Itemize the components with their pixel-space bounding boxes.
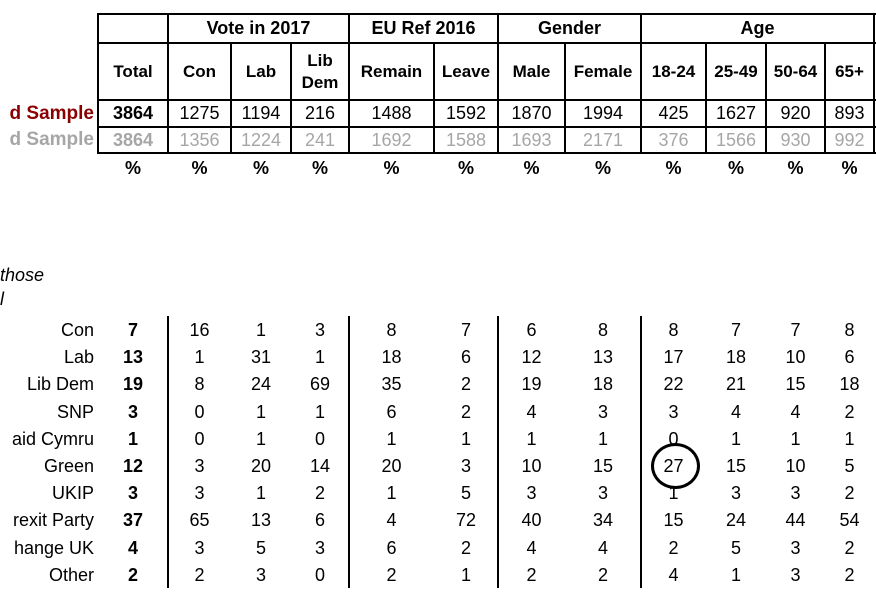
- percent-con: %: [191, 157, 208, 178]
- cell-leave: 2: [460, 537, 471, 558]
- weighted-sample-age-25-49: 1627: [715, 103, 757, 123]
- highlight-circle: [651, 443, 700, 489]
- row-label: Lab: [63, 347, 94, 368]
- cell-con: 3: [194, 483, 205, 504]
- weighted-sample-female: 1994: [582, 103, 624, 123]
- cell-age-18-24: 4: [668, 564, 679, 585]
- unweighted-sample-total: 3864: [112, 129, 154, 150]
- unweighted-sample-female: 2171: [582, 129, 624, 150]
- cell-lab: 24: [250, 374, 272, 395]
- col-header-age-18-24: 18-24: [651, 61, 696, 81]
- cell-lib-dem: 2: [314, 483, 325, 504]
- cell-age-18-24: 0: [668, 428, 679, 449]
- cell-remain: 1: [386, 483, 397, 504]
- cell-age-25-49: 18: [725, 347, 747, 368]
- cell-lib-dem: 3: [314, 320, 325, 341]
- cell-remain: 18: [381, 347, 402, 368]
- cell-age-50-64: 1: [790, 428, 801, 449]
- col-header-age-65-plus: 65+: [835, 61, 864, 81]
- table-row: [0, 344, 94, 371]
- unweighted-sample-male: 1693: [511, 129, 552, 150]
- cell-total: 12: [122, 456, 144, 477]
- cell-age-25-49: 21: [725, 374, 747, 395]
- cell-leave: 7: [460, 320, 471, 341]
- cell-leave: 2: [460, 401, 471, 422]
- cell-leave: 6: [460, 347, 471, 368]
- row-label: Other: [48, 564, 94, 585]
- unweighted-sample-label: d Sample: [9, 129, 94, 150]
- percent-age-18-24: %: [665, 157, 682, 178]
- cell-lab: 1: [255, 428, 266, 449]
- cell-age-50-64: 15: [785, 374, 806, 395]
- cell-con: 0: [194, 401, 205, 422]
- cell-lib-dem: 3: [314, 537, 325, 558]
- cell-age-50-64: 44: [785, 510, 806, 531]
- col-header-lib-dem: Lib Dem: [301, 50, 339, 92]
- cell-age-65-plus: 54: [839, 510, 860, 531]
- cell-age-18-24: 17: [663, 347, 684, 368]
- weighted-sample-con: 1275: [179, 103, 220, 123]
- cell-age-18-24: 8: [668, 320, 679, 341]
- cell-age-50-64: 3: [790, 564, 801, 585]
- cell-age-18-24: 22: [663, 374, 684, 395]
- percent-age-50-64: %: [787, 157, 804, 178]
- cell-age-25-49: 1: [730, 564, 741, 585]
- row-label: SNP: [56, 401, 94, 422]
- cell-age-18-24: 1: [668, 483, 679, 504]
- cell-age-50-64: 4: [790, 401, 801, 422]
- group-age: Age: [740, 18, 775, 38]
- cell-female: 18: [592, 374, 614, 395]
- cell-age-65-plus: 8: [844, 320, 855, 341]
- unweighted-sample-con: 1356: [179, 129, 220, 150]
- cell-lib-dem: 1: [314, 401, 325, 422]
- cell-male: 2: [526, 564, 537, 585]
- weighted-sample-total: 3864: [112, 103, 154, 123]
- cell-leave: 1: [460, 564, 471, 585]
- table-row: [0, 535, 94, 562]
- cell-age-18-24: 27: [663, 456, 684, 477]
- percent-lab: %: [252, 157, 269, 178]
- cell-total: 4: [127, 537, 138, 558]
- row-label: aid Cymru: [11, 428, 94, 449]
- cell-total: 1: [127, 428, 138, 449]
- col-header-age-50-64: 50-64: [773, 61, 818, 81]
- cell-lib-dem: 14: [309, 456, 331, 477]
- row-label: Con: [60, 320, 94, 340]
- cell-lab: 3: [255, 564, 266, 585]
- cell-age-50-64: 3: [790, 483, 801, 504]
- cell-remain: 6: [386, 401, 397, 422]
- cell-female: 2: [597, 564, 608, 585]
- percent-lib-dem: %: [311, 157, 328, 178]
- cell-age-65-plus: 5: [844, 456, 855, 477]
- cell-leave: 72: [455, 510, 477, 531]
- col-header-con: Con: [182, 61, 217, 81]
- cell-age-25-49: 15: [725, 456, 747, 477]
- question-fragment-line2: l: [0, 289, 4, 309]
- weighted-sample-age-50-64: 920: [780, 103, 811, 123]
- cell-female: 15: [592, 456, 614, 477]
- table-row: [0, 426, 94, 453]
- cell-con: 16: [189, 320, 210, 341]
- cell-age-50-64: 3: [790, 537, 801, 558]
- cell-age-65-plus: 1: [844, 428, 855, 449]
- question-fragment-line1: those: [0, 265, 45, 285]
- cell-remain: 20: [381, 456, 402, 477]
- cell-age-25-49: 5: [730, 537, 741, 558]
- cell-lib-dem: 0: [314, 564, 325, 585]
- percent-female: %: [594, 157, 611, 178]
- cell-con: 0: [194, 428, 205, 449]
- cell-age-25-49: 24: [725, 510, 747, 531]
- cell-total: 2: [127, 564, 138, 585]
- table-row: [0, 562, 94, 589]
- cell-lab: 1: [255, 483, 266, 504]
- cell-leave: 3: [460, 456, 471, 477]
- weighted-sample-age-65-plus: 893: [834, 103, 865, 123]
- weighted-sample-lab: 1194: [241, 103, 281, 123]
- cell-male: 4: [526, 401, 537, 422]
- cell-female: 3: [597, 483, 608, 504]
- cell-age-65-plus: 2: [844, 401, 855, 422]
- cell-male: 4: [526, 537, 537, 558]
- cell-age-50-64: 10: [785, 347, 806, 368]
- unweighted-sample-lib-dem: 241: [304, 129, 336, 150]
- cell-con: 3: [194, 537, 205, 558]
- weighted-sample-label: d Sample: [9, 103, 94, 124]
- cell-lib-dem: 0: [314, 428, 325, 449]
- cell-age-25-49: 3: [730, 483, 741, 504]
- weighted-sample-leave: 1592: [445, 103, 487, 123]
- cell-remain: 4: [386, 510, 397, 531]
- table-row: [0, 507, 94, 534]
- cell-lib-dem: 1: [314, 347, 325, 368]
- cell-male: 19: [521, 374, 542, 395]
- cell-remain: 8: [386, 320, 397, 341]
- cell-female: 34: [592, 510, 614, 531]
- cell-male: 6: [526, 320, 537, 341]
- group-gender: Gender: [537, 18, 602, 38]
- cell-age-18-24: 15: [663, 510, 684, 531]
- row-label: Lib Dem: [26, 374, 94, 395]
- col-header-female: Female: [573, 61, 633, 81]
- cell-con: 8: [194, 374, 205, 395]
- cell-age-50-64: 10: [785, 456, 806, 477]
- cell-con: 2: [194, 564, 205, 585]
- cell-male: 40: [521, 510, 542, 531]
- cell-age-18-24: 3: [668, 401, 679, 422]
- cell-con: 65: [189, 510, 210, 531]
- cell-lab: 1: [255, 320, 266, 341]
- row-label: hange UK: [13, 537, 94, 558]
- cell-lib-dem: 69: [309, 374, 331, 395]
- group-vote-2017: Vote in 2017: [206, 18, 311, 38]
- cell-con: 1: [194, 347, 205, 368]
- weighted-sample-male: 1870: [511, 103, 552, 123]
- percent-age-25-49: %: [727, 157, 744, 178]
- cell-leave: 1: [460, 428, 471, 449]
- cell-male: 1: [526, 428, 537, 449]
- cell-female: 4: [597, 537, 608, 558]
- row-label: rexit Party: [12, 510, 94, 531]
- table-row: [0, 480, 94, 507]
- unweighted-sample-leave: 1588: [445, 129, 487, 150]
- col-header-age-25-49: 25-49: [714, 61, 758, 81]
- cell-age-18-24: 2: [668, 537, 679, 558]
- percent-remain: %: [383, 157, 400, 178]
- cell-age-50-64: 7: [790, 320, 801, 341]
- col-header-male: Male: [512, 61, 551, 81]
- weighted-sample-lib-dem: 216: [304, 103, 336, 123]
- percent-total: %: [124, 157, 141, 178]
- cell-male: 10: [521, 456, 542, 477]
- unweighted-sample-age-25-49: 1566: [715, 129, 757, 150]
- cell-remain: 2: [386, 564, 397, 585]
- cell-lab: 20: [250, 456, 272, 477]
- cell-female: 3: [597, 401, 608, 422]
- unweighted-sample-lab: 1224: [240, 129, 282, 150]
- row-label: UKIP: [51, 483, 94, 504]
- cell-remain: 35: [381, 374, 402, 395]
- unweighted-sample-remain: 1692: [371, 129, 412, 150]
- percent-leave: %: [457, 157, 474, 178]
- row-label: Green: [43, 456, 94, 476]
- cell-age-65-plus: 2: [844, 483, 855, 504]
- table-row: [0, 317, 94, 344]
- percent-age-65-plus: %: [841, 157, 858, 178]
- cell-remain: 6: [386, 537, 397, 558]
- cell-lab: 13: [250, 510, 272, 531]
- cell-total: 3: [127, 483, 138, 504]
- cell-female: 8: [597, 320, 608, 341]
- cell-male: 12: [521, 347, 542, 368]
- cell-total: 13: [122, 347, 144, 368]
- cell-age-25-49: 4: [730, 401, 741, 422]
- cell-total: 19: [122, 374, 144, 395]
- unweighted-sample-age-18-24: 376: [658, 129, 689, 150]
- cell-age-65-plus: 2: [844, 537, 855, 558]
- col-header-total: Total: [113, 61, 153, 81]
- cell-leave: 2: [460, 374, 471, 395]
- percent-male: %: [523, 157, 540, 178]
- col-header-remain: Remain: [360, 61, 423, 81]
- table-row: [0, 399, 94, 426]
- weighted-sample-age-18-24: 425: [658, 103, 689, 123]
- cell-age-65-plus: 2: [844, 564, 855, 585]
- cell-con: 3: [194, 456, 205, 477]
- cell-female: 1: [597, 428, 608, 449]
- cell-lab: 31: [250, 347, 272, 368]
- cell-total: 7: [127, 320, 138, 341]
- cell-lab: 5: [255, 537, 266, 558]
- table-row: [0, 371, 94, 398]
- cell-age-25-49: 7: [730, 320, 741, 341]
- cell-total: 3: [127, 401, 138, 422]
- unweighted-sample-age-65-plus: 992: [834, 129, 865, 150]
- table-row: [0, 453, 94, 480]
- group-eu-ref-2016: EU Ref 2016: [371, 18, 476, 38]
- weighted-sample-remain: 1488: [371, 103, 412, 123]
- cell-lab: 1: [255, 401, 266, 422]
- cell-age-25-49: 1: [730, 428, 741, 449]
- cell-age-65-plus: 6: [844, 347, 855, 368]
- unweighted-sample-age-50-64: 930: [780, 129, 811, 150]
- col-header-leave: Leave: [441, 61, 491, 81]
- cell-male: 3: [526, 483, 537, 504]
- cell-female: 13: [592, 347, 614, 368]
- cell-total: 37: [122, 510, 144, 531]
- cell-remain: 1: [386, 428, 397, 449]
- cell-leave: 5: [460, 483, 471, 504]
- cell-lib-dem: 6: [314, 510, 325, 531]
- col-header-lab: Lab: [245, 61, 277, 81]
- cell-age-65-plus: 18: [839, 374, 860, 395]
